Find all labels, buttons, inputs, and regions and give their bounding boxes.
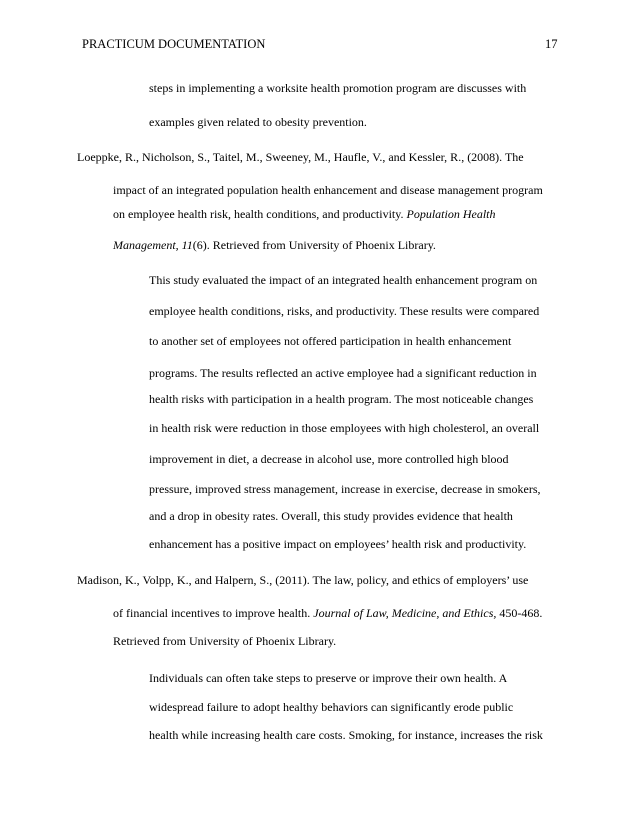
summary-line: health risks with participation in a health program. The most noticeable changes [149, 392, 534, 406]
journal-title: Population Health [406, 207, 496, 221]
summary-line: enhancement has a positive impact on employees’ health risk and productivity. [149, 537, 527, 551]
summary-line: and a drop in obesity rates. Overall, this study provides evidence that health [149, 509, 513, 523]
reference-line: Madison, K., Volpp, K., and Halpern, S., (2011). The law, policy, and ethics of employers’ use [77, 573, 529, 587]
summary-line: to another set of employees not offered participation in health enhancement [149, 334, 512, 348]
summary-line: employee health conditions, risks, and productivity. These results were compared [149, 304, 540, 318]
summary-line: improvement in diet, a decrease in alcohol use, more controlled high blood [149, 452, 509, 466]
reference-line [113, 238, 436, 253]
reference-line: impact of an integrated population health enhancement and disease management program [113, 183, 543, 197]
running-head: PRACTICUM DOCUMENTATION [82, 37, 266, 51]
summary-line: widespread failure to adopt healthy behaviors can significantly erode public [149, 700, 514, 714]
summary-line: This study evaluated the impact of an integrated health enhancement program on [149, 273, 538, 287]
page-number: 17 [545, 37, 558, 51]
reference-pages: 450-468. [499, 606, 543, 620]
summary-line: in health risk were reduction in those employees with high cholesterol, an overall [149, 421, 540, 435]
reference-line [113, 606, 542, 621]
summary-line: programs. The results reflected an active employee had a significant reduction in [149, 366, 537, 380]
reference-line: Loeppke, R., Nicholson, S., Taitel, M., Sweeney, M., Haufle, V., and Kessler, R., (2008). The [77, 150, 524, 164]
reference-line: Retrieved from University of Phoenix Library. [113, 634, 337, 648]
summary-line: steps in implementing a worksite health promotion program are discusses with [149, 81, 527, 95]
reference-line [113, 207, 496, 222]
journal-title: Journal of Law, Medicine, and Ethics, [313, 606, 497, 620]
reference-text: on employee health risk, health conditions, and productivity. [113, 207, 404, 221]
reference-text: of financial incentives to improve health. [113, 606, 311, 620]
summary-line: Individuals can often take steps to preserve or improve their own health. A [149, 671, 508, 685]
journal-title: Management, 11 [113, 238, 193, 252]
reference-text: (6). Retrieved from University of Phoenix Library. [192, 238, 436, 252]
summary-line: health while increasing health care costs. Smoking, for instance, increases the risk [149, 728, 543, 742]
summary-line: examples given related to obesity prevention. [149, 115, 367, 129]
summary-line: pressure, improved stress management, increase in exercise, decrease in smokers, [149, 482, 541, 496]
